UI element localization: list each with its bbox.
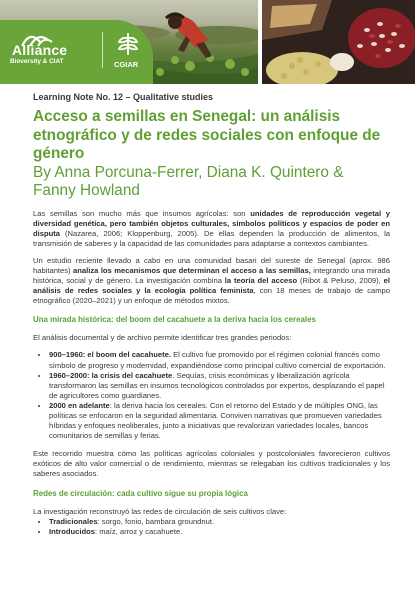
text-run: : maíz, arroz y cacahuete. (94, 526, 183, 536)
summary-paragraph: Este recorrido muestra cómo las políticas agrícolas coloniales y postcoloniales favorecieron cultivos exóticos de alto valor comercial o de rendimiento, mientras se relegaban los cultivos tradicionales y los saberes asociados. (33, 449, 390, 479)
text-run: . Sequías, crisis económicas y liberalización agrícola transformaron las semillas en insumos tecnológicos controlados por expertos, desplazando el papel de agricultores como guardianes. (49, 370, 385, 400)
bold-run: Introducidos (49, 526, 95, 536)
logo-divider (102, 32, 103, 68)
seeds-photo (262, 0, 415, 84)
alliance-logo-subtext: Bioversity & CIAT (10, 58, 64, 65)
bold-run: el análisis de redes sociales y la ecología política feminista (33, 276, 390, 296)
list-item (49, 527, 390, 537)
series-label: Learning Note No. 12 – Qualitative studies (33, 92, 214, 102)
bold-run: la teoría del acceso (224, 276, 298, 286)
bold-run: 900–1960: el boom del cacahuete. (49, 350, 171, 360)
cgiar-logo-text: CGIAR (114, 60, 139, 69)
header-banner (0, 0, 415, 84)
authors-line: By Anna Porcuna-Ferrer, Diana K. Quintero & Fanny Howland (33, 163, 344, 199)
crops-list (33, 517, 390, 537)
document-title: Acceso a semillas en Senegal: un análisis etnográfico y de redes sociales con enfoque de género (33, 108, 381, 162)
study-paragraph (33, 256, 390, 306)
crops-intro: La investigación reconstruyó las redes de circulación de seis cultivos clave: (33, 506, 287, 516)
list-item (49, 371, 390, 401)
text-run: integrando una mirada histórica, social y de género. La investigación combina (33, 265, 390, 286)
text-run: (Nazarea, 2006; Kloppenburg, 2005). De ellas dependen la producción de alimentos, la transmisión de saberes y la capacidad de las comunidades para adaptarse a contextos cambiantes. (33, 228, 390, 248)
bold-run: unidades de reproducción vegetal y diversidad genética, pero también objetos culturales, símbolos políticos y espacios de poder en disputa (33, 208, 390, 238)
text-run: , con 18 meses de trabajo de campo etnográfico (2020–2021) y un enfoque de métodos mixtos. (33, 286, 390, 306)
periods-intro: El análisis documental y de archivo permite identificar tres grandes periodos: (33, 333, 292, 343)
bold-run: 1960–2000: la crisis del cacahuete (49, 370, 173, 380)
cgiar-logo-icon (114, 30, 142, 58)
list-item (49, 517, 390, 527)
text-run: : sorgo, fonio, bambara groundnut. (97, 516, 215, 526)
text-run: Un estudio reciente llevado a cabo en una comunidad basari del sureste de Senegal (aprox. 986 habitantes) (33, 255, 390, 275)
section-heading-history: Una mirada histórica: del boom del cacahuete a la deriva hacia los cereales (33, 315, 316, 325)
list-item (49, 350, 390, 370)
document-body (33, 92, 390, 545)
bold-run: Tradicionales (49, 516, 98, 526)
bold-run: 2000 en adelante (49, 400, 110, 410)
alliance-logo-text: Alliance (12, 42, 68, 58)
text-run: : la deriva hacia los cereales. Con el retorno del Estado y de múltiples ONG, las políticas se enfocaron en la seguridad alimentaria. Conviven narrativas que promueven variedades híbridas y enfoques neoliberales, junto a iniciativas que revalorizan variedades locales, bancos comunitarios de semillas y ferias. (49, 400, 382, 441)
logo-panel (0, 20, 153, 84)
section-heading-networks: Redes de circulación: cada cultivo sigue su propia lógica (33, 488, 248, 498)
list-item (49, 401, 390, 441)
periods-list (33, 350, 390, 441)
text-run: Las semillas son mucho más que insumos agrícolas: son (33, 208, 251, 218)
bold-run: analiza los mecanismos que determinan el acceso a las semillas, (73, 265, 311, 275)
text-run: (Ribot & Peluso, 2009), (297, 276, 384, 286)
intro-paragraph (33, 209, 390, 249)
text-run: El cultivo fue promovido por el régimen colonial francés como símbolo de progreso y modernidad, expandiéndose como principal cultivo comercial de exportación. (49, 350, 386, 370)
